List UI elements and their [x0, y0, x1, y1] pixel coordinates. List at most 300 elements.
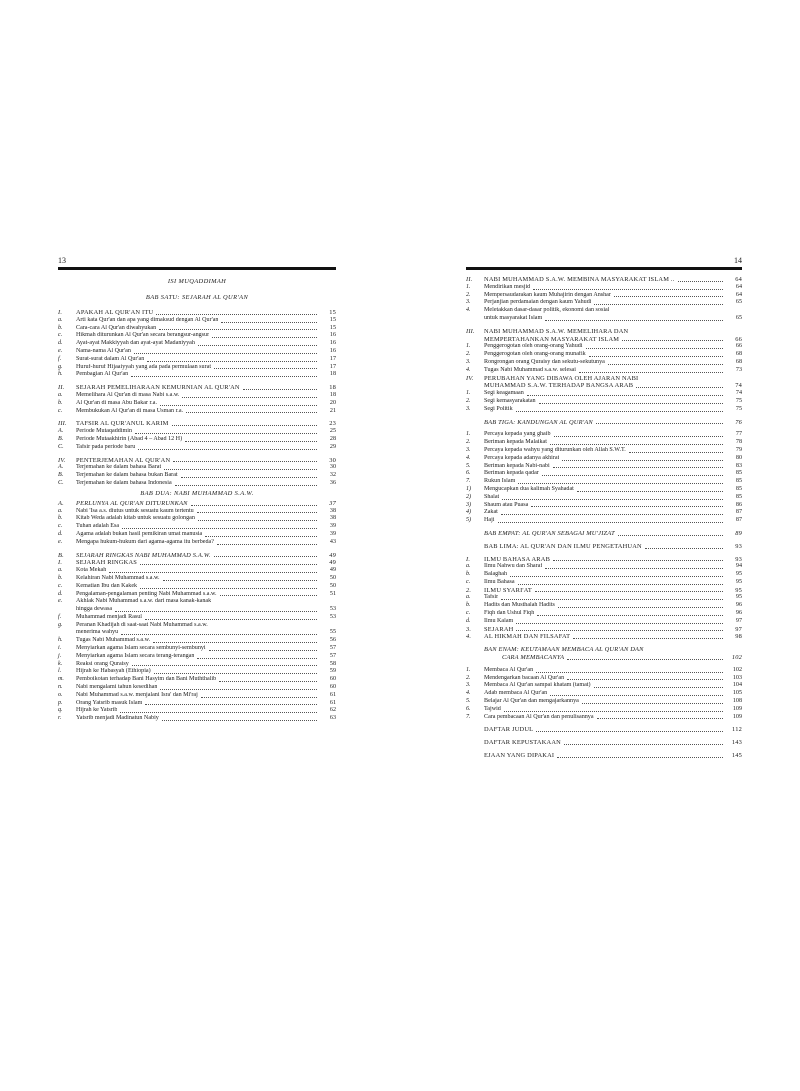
entry-page: 43	[329, 538, 336, 545]
entry-page: 49	[329, 559, 336, 567]
entry-title: Arti kata Qur'an dan apa yang dimaksud dengan Al Qur'an	[76, 316, 219, 323]
toc-entry	[58, 668, 336, 676]
entry-title: NABI MUHAMMAD S.A.W. MEMBINA MASYARAKAT ISLAM ..	[484, 276, 675, 283]
toc-entry	[58, 661, 336, 669]
entry-title: BAB EMPAT: AL QUR'AN SEBAGAI MU'JIZAT	[484, 529, 615, 537]
dot-leader	[201, 697, 317, 698]
entry-page: 49	[329, 567, 336, 574]
entry-page: 18	[329, 391, 336, 398]
toc-entry	[58, 629, 336, 637]
entry-marker: p.	[58, 699, 63, 706]
toc-entry	[466, 706, 742, 714]
dot-leader	[537, 615, 723, 616]
dot-leader	[577, 491, 723, 492]
entry-marker: g.	[58, 621, 63, 628]
entry-page: 79	[735, 446, 742, 453]
entry-marker: 1)	[466, 485, 472, 492]
toc-section	[466, 646, 742, 654]
entry-marker: 6.	[466, 470, 471, 477]
dot-leader	[562, 460, 723, 461]
entry-title: Periode Mutaakhirin (Abad 4 – Abad 12 H)	[76, 435, 183, 442]
dot-leader	[134, 353, 317, 354]
dot-leader	[147, 361, 317, 362]
toc-section	[466, 556, 742, 564]
entry-title: Reaksi orang Quraisy	[76, 660, 129, 667]
entry-title: Mendengarkan bacaan Al Qur'an	[484, 674, 565, 681]
entry-marker: c.	[58, 523, 63, 530]
entry-title: Adab membaca Al Qur'an	[484, 690, 548, 697]
dot-leader	[186, 412, 317, 413]
entry-page: 102	[731, 654, 742, 662]
entry-marker: A.	[58, 428, 64, 435]
entry-marker: b.	[58, 574, 63, 581]
entry-page: 39	[329, 523, 336, 530]
entry-title: Fiqh dan Ushul Fiqh	[484, 610, 535, 617]
dot-leader	[518, 584, 723, 585]
entry-title: Ayat-ayat Makkiyyah dan ayat-ayat Madaniyyah	[76, 340, 195, 347]
entry-title: Pemboikotan terhadap Bani Hasyim dan Bani Muththalib	[76, 676, 217, 683]
entry-marker: c.	[466, 610, 471, 617]
dot-leader	[191, 505, 317, 506]
entry-marker: 1.	[466, 343, 471, 350]
entry-page: 76	[735, 418, 742, 426]
entry-page: 95	[735, 586, 742, 594]
dot-leader	[629, 452, 723, 453]
toc-entry	[466, 299, 742, 307]
dot-leader	[596, 423, 723, 424]
entry-title: Nabi Muhammad s.a.w. menjalani Isra' dan Mi'raj	[76, 691, 198, 698]
toc-entry	[466, 343, 742, 351]
entry-page: 51	[329, 590, 336, 597]
dot-leader	[185, 441, 317, 442]
entry-marker: b.	[58, 324, 63, 331]
entry-title: SEJARAH RINGKAS	[76, 559, 138, 567]
entry-title: Terjemahan ke dalam bahasa Indonesia	[76, 479, 172, 486]
entry-page: 58	[329, 660, 336, 667]
entry-page: 102	[732, 666, 742, 673]
toc-entry	[58, 371, 336, 379]
toc-entry	[58, 408, 336, 416]
toc-entry	[466, 563, 742, 571]
dot-leader	[115, 611, 317, 612]
entry-page: 61	[329, 699, 336, 706]
entry-marker: c.	[466, 578, 471, 585]
dot-leader	[121, 634, 317, 635]
entry-title: Kota Mekah	[76, 567, 107, 574]
dot-leader	[154, 673, 317, 674]
entry-page: 32	[329, 472, 336, 479]
entry-page: 63	[329, 715, 336, 722]
chapter-heading: BAB SATU: SEJARAH AL QUR'AN	[145, 294, 249, 301]
dot-leader	[536, 672, 723, 673]
dot-leader	[145, 619, 317, 620]
dot-leader	[582, 703, 723, 704]
entry-page: 95	[735, 594, 742, 601]
entry-title: Beriman kepada qadar	[484, 470, 539, 477]
entry-marker: n.	[58, 684, 63, 691]
entry-page: 95	[735, 571, 742, 578]
entry-page: 80	[735, 454, 742, 461]
dot-leader	[197, 512, 317, 513]
entry-page: 143	[731, 739, 742, 747]
left-page	[58, 256, 336, 723]
entry-page: 97	[735, 625, 742, 633]
toc-entry	[58, 400, 336, 408]
entry-title: Tugas Nabi Muhammad s.a.w. selesai	[484, 366, 576, 373]
toc-entry	[466, 455, 742, 463]
entry-marker: d.	[58, 340, 63, 347]
toc-section	[466, 530, 742, 538]
dot-leader	[214, 556, 317, 557]
page-number: 13	[58, 256, 66, 265]
entry-title: Tafsir pada periode baru	[76, 443, 136, 450]
entry-marker: A.	[58, 499, 64, 507]
entry-page: 145	[731, 752, 742, 760]
toc-entry	[466, 307, 742, 315]
entry-marker: 3.	[466, 299, 471, 306]
toc-section	[58, 384, 336, 392]
entry-page: 30	[329, 456, 336, 464]
entry-title: SEJARAH RINGKAS NABI MUHAMMAD S.A.W.	[76, 551, 211, 559]
entry-title: MEMPERTAHANKAN MASYARAKAT ISLAM	[484, 335, 620, 343]
entry-page: 85	[735, 485, 742, 492]
dot-leader	[678, 281, 723, 282]
entry-page: 75	[735, 397, 742, 404]
dot-leader	[636, 387, 723, 388]
dot-leader	[527, 395, 723, 396]
entry-marker: l.	[58, 668, 62, 675]
entry-page: 85	[735, 493, 742, 500]
entry-page: 65	[735, 299, 742, 306]
toc-section	[58, 559, 336, 567]
dot-leader	[516, 411, 723, 412]
page-number: 14	[734, 256, 742, 265]
dot-leader	[545, 568, 723, 569]
entry-title: Perjanjian perdamaian dengan kaum Yahudi	[484, 299, 592, 306]
entry-marker: e.	[58, 347, 63, 354]
dot-leader	[122, 528, 317, 529]
dot-leader	[181, 477, 317, 478]
toc-entry	[466, 602, 742, 610]
toc-entry	[466, 351, 742, 359]
entry-title: Kitab Weda adalah kitab untuk sesuatu golongan	[76, 515, 195, 522]
entry-title: Percaya kepada adanya akhirat	[484, 454, 560, 461]
dot-leader	[220, 595, 317, 596]
dot-leader	[498, 522, 724, 523]
dot-leader	[172, 425, 318, 426]
dot-leader	[550, 695, 723, 696]
entry-page: 61	[329, 691, 336, 698]
entry-marker: o.	[58, 691, 63, 698]
toc-entry	[58, 583, 336, 591]
dot-leader	[156, 314, 317, 315]
toc-entry	[58, 531, 336, 539]
toc-entry	[58, 392, 336, 400]
entry-page: 105	[732, 690, 742, 697]
toc-entry	[58, 317, 336, 325]
entry-page: 65	[735, 314, 742, 321]
toc-entry	[466, 502, 742, 510]
entry-marker: 1.	[466, 431, 471, 438]
entry-title: Tuhan adalah Esa	[76, 523, 120, 530]
entry-title: Mengapa hukum-hukum dari agama-agama itu berbeda?	[76, 538, 214, 545]
toc-entry	[466, 509, 742, 517]
entry-marker: 6.	[466, 705, 471, 712]
entry-page: 96	[735, 610, 742, 617]
entry-page: 109	[732, 713, 742, 720]
dot-leader	[164, 469, 317, 470]
entry-marker: IV.	[466, 374, 474, 382]
entry-title: EJAAN YANG DIPAKAI	[484, 752, 555, 760]
toc-entry	[466, 406, 742, 414]
entry-page: 29	[329, 443, 336, 450]
dot-leader	[558, 607, 723, 608]
entry-title: Belajar Al Qur'an dan mengajarkannya	[484, 698, 579, 705]
entry-title: DAFTAR JUDUL	[484, 726, 534, 734]
entry-marker: a.	[58, 567, 63, 574]
entry-title: Hadits dan Musthalah Hadits	[484, 602, 555, 609]
entry-page: 36	[329, 479, 336, 486]
entry-marker: 5.	[466, 462, 471, 469]
dot-leader	[539, 403, 723, 404]
toc-entry	[466, 667, 742, 675]
right-page	[466, 256, 742, 760]
toc-entry	[58, 567, 336, 575]
entry-page: 64	[735, 276, 742, 283]
entry-marker: 2)	[466, 493, 472, 500]
entry-title: Cara pembacaan Al Qur'an dan penulisannya	[484, 713, 594, 720]
entry-title: Mengucapkan dua kalimah Syahadat	[484, 485, 574, 492]
dot-leader	[501, 514, 723, 515]
entry-title: Beriman kepada Nabi-nabi	[484, 462, 550, 469]
toc-entry	[466, 494, 742, 502]
entry-title: Segi Politik	[484, 405, 513, 412]
entry-title: Menyiarkan agama Islam secara terang-terangan	[76, 652, 195, 659]
entry-page: 55	[329, 629, 336, 636]
entry-marker: a.	[58, 316, 63, 323]
dot-leader	[516, 630, 723, 631]
entry-title: Cara-cara Al Qur'an diwahyukan	[76, 324, 157, 331]
entry-marker: r.	[58, 715, 62, 722]
toc-entry	[58, 332, 336, 340]
entry-page: 17	[329, 363, 336, 370]
entry-title: Meletakkan dasar-dasar politik, ekonomi dan sosial	[484, 307, 610, 314]
entry-marker: 1.	[466, 283, 471, 290]
toc-entry	[58, 515, 336, 523]
entry-title: Rukun Islam	[484, 478, 516, 485]
dot-leader	[567, 679, 723, 680]
entry-title: SEJARAH PEMELIHARAAN KEMURNIAN AL QUR'AN	[76, 384, 240, 392]
entry-title: Segi keagamaan	[484, 390, 524, 397]
entry-title: Agama adalah bukan hasil pemikiran umat manusia	[76, 530, 203, 537]
entry-title: Membaca Al Qur'an	[484, 666, 534, 673]
dot-leader	[594, 304, 723, 305]
entry-title: Penggerogotan oleh orang-orang munafik	[484, 351, 586, 358]
entry-page: 59	[329, 668, 336, 675]
entry-page: 74	[735, 390, 742, 397]
entry-title: Shalat	[484, 493, 500, 500]
entry-page: 38	[329, 515, 336, 522]
toc-entry	[466, 594, 742, 602]
entry-title: ILMU BAHASA ARAB	[484, 555, 551, 563]
toc-section	[466, 328, 742, 336]
entry-page: 60	[329, 684, 336, 691]
toc-entry	[466, 517, 742, 525]
toc-entry	[466, 682, 742, 690]
chapter-heading: BAB DUA: NABI MUHAMMAD S.A.W.	[140, 489, 254, 497]
toc-section	[466, 276, 742, 284]
entry-title: BAB TIGA: KANDUNGAN AL QUR'AN	[484, 418, 593, 426]
entry-page: 96	[735, 602, 742, 609]
entry-page: 104	[732, 682, 742, 689]
toc-entry	[58, 606, 336, 614]
toc-entry	[466, 690, 742, 698]
entry-title: BAN ENAM: KEUTAMAAN MEMBACA AL QUR'AN DAN	[484, 646, 644, 654]
entry-marker: C.	[58, 479, 64, 486]
dot-leader	[153, 642, 317, 643]
entry-title: Hikmah diturunkan Al Qur'an secara berangsur-angsur	[76, 332, 210, 339]
entry-marker: IV.	[58, 456, 66, 464]
toc-section	[466, 626, 742, 634]
entry-page: 109	[732, 705, 742, 712]
dot-leader	[536, 731, 723, 732]
entry-page: 20	[329, 399, 336, 406]
entry-page: 16	[329, 347, 336, 354]
entry-title: Orang Yatsrib masuk Islam	[76, 699, 143, 706]
header-rule	[58, 267, 336, 270]
entry-page: 66	[735, 343, 742, 350]
toc-entry	[58, 539, 336, 547]
dot-leader	[243, 389, 317, 390]
entry-title: PERUBAHAN YANG DIBAWA OLEH AJARAN NABI	[484, 374, 639, 382]
entry-marker: m.	[58, 676, 64, 683]
entry-page: 87	[735, 509, 742, 516]
entry-marker: e.	[58, 598, 63, 605]
entry-marker: c.	[58, 582, 63, 589]
entry-title: Percaya kepada yang ghaib	[484, 431, 551, 438]
entry-page: 85	[735, 470, 742, 477]
dot-leader	[198, 520, 317, 521]
dot-leader	[554, 436, 724, 437]
entry-page: 60	[329, 676, 336, 683]
toc-entry	[466, 367, 742, 375]
entry-marker: 3.	[466, 446, 471, 453]
entry-title: Ilmu Nahwu dan Sharaf	[484, 563, 543, 570]
dot-leader	[589, 356, 723, 357]
entry-title: Nabi 'Isa a.s. diutus untuk sesuatu kaum tertentu	[76, 507, 194, 514]
entry-page: 15	[329, 324, 336, 331]
entry-marker: b.	[58, 399, 63, 406]
toc-entry	[58, 622, 336, 630]
entry-page: 62	[329, 707, 336, 714]
toc-entry	[58, 364, 336, 372]
entry-marker: 1.	[466, 666, 471, 673]
entry-marker: k.	[58, 660, 63, 667]
toc-entry	[466, 284, 742, 292]
toc-entry	[466, 463, 742, 471]
dot-leader	[197, 658, 317, 659]
entry-page: 18	[329, 371, 336, 378]
entry-title: BAB LIMA: AL QUR'AN DAN ILMU PENGETAHUAN	[484, 542, 642, 550]
dot-leader	[586, 348, 724, 349]
dot-leader	[205, 536, 317, 537]
dot-leader	[597, 718, 723, 719]
entry-page: 39	[329, 530, 336, 537]
entry-marker: b.	[466, 571, 471, 578]
dot-leader	[579, 372, 723, 373]
toc-section	[58, 552, 336, 560]
entry-marker: B.	[58, 472, 64, 479]
entry-page: 16	[329, 332, 336, 339]
entry-marker: 4)	[466, 509, 472, 516]
entry-title: Terjemahan ke dalam bahasa Barat	[76, 464, 162, 471]
entry-page: 75	[735, 405, 742, 412]
toc-entry	[58, 598, 336, 606]
entry-title: Tafsir	[484, 594, 499, 601]
entry-page: 50	[329, 582, 336, 589]
entry-page: 64	[735, 283, 742, 290]
toc-list	[58, 276, 336, 723]
entry-page: 94	[735, 563, 742, 570]
entry-marker: f.	[58, 613, 62, 620]
dot-leader	[516, 623, 723, 624]
entry-page: 53	[329, 613, 336, 620]
entry-page: 30	[329, 464, 336, 471]
dot-leader	[214, 368, 317, 369]
toc-entry	[466, 292, 742, 300]
entry-page: 64	[735, 291, 742, 298]
dot-leader	[175, 485, 317, 486]
dot-leader	[131, 376, 317, 377]
dot-leader	[553, 467, 723, 468]
entry-marker: 4.	[466, 633, 472, 641]
entry-marker: B.	[58, 435, 64, 442]
dot-leader	[622, 340, 723, 341]
toc-entry	[58, 700, 336, 708]
entry-title: AL HIKMAH DAN FILSAFAT	[484, 633, 571, 641]
entry-marker: 3.	[466, 682, 471, 689]
dot-leader	[145, 704, 317, 705]
entry-marker: 2.	[466, 291, 471, 298]
toc-entry	[466, 390, 742, 398]
dot-leader	[212, 337, 317, 338]
dot-leader	[198, 345, 317, 346]
entry-page: 37	[329, 499, 336, 507]
entry-marker: a.	[58, 391, 63, 398]
dot-leader	[501, 599, 723, 600]
entry-page: 112	[732, 726, 742, 734]
entry-title: TAFSIR AL QUR'ANUL KARIM	[76, 420, 169, 428]
entry-page: 93	[735, 555, 742, 563]
entry-marker: III.	[58, 420, 67, 428]
entry-page: 78	[735, 439, 742, 446]
entry-title: Al Qur'an di masa Abu Bakar r.a.	[76, 399, 157, 406]
entry-marker: 4.	[466, 307, 471, 314]
entry-page: 68	[735, 358, 742, 365]
dot-leader	[502, 499, 723, 500]
toc-list	[466, 276, 742, 760]
entry-marker: b.	[466, 602, 471, 609]
entry-page: 23	[329, 420, 336, 428]
entry-marker: j.	[58, 652, 62, 659]
entry-title: Mendirikan mesjid	[484, 283, 531, 290]
toc-entry	[58, 325, 336, 333]
entry-page: 95	[735, 578, 742, 585]
toc-entry	[58, 444, 336, 452]
entry-page: 16	[329, 340, 336, 347]
dot-leader	[159, 329, 317, 330]
dot-leader	[510, 576, 723, 577]
